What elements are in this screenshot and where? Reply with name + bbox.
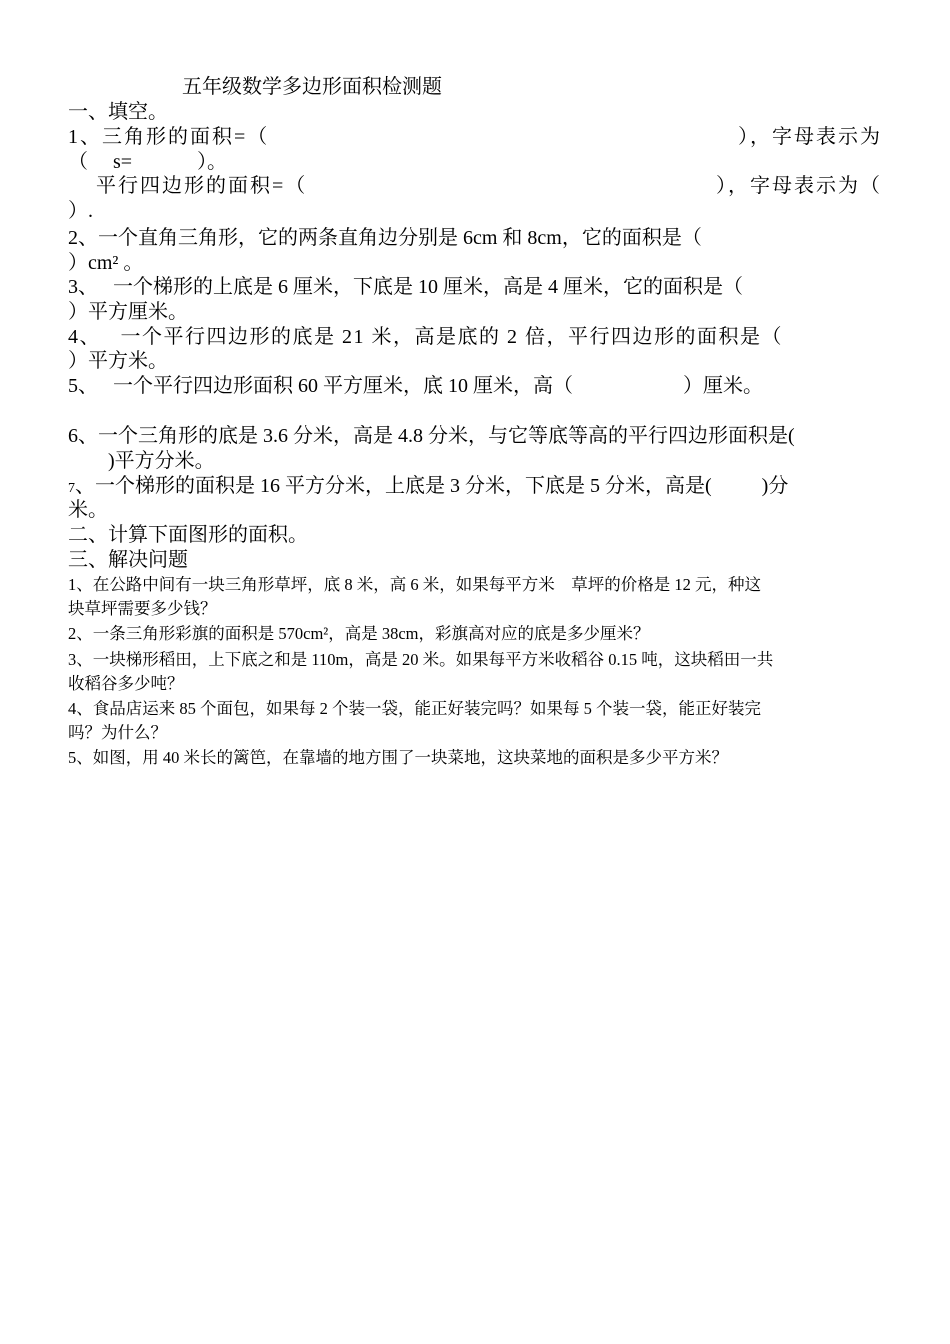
q1-c-right: ），字母表示为（: [716, 175, 882, 197]
p3-line-a: 3、一块梯形稻田，上下底之和是 110m，高是 20 米。如果每平方米收稻谷 0.15 吨，这块稻田一共: [68, 650, 774, 669]
q7-line-a: [68, 474, 882, 501]
q7-number: 7: [68, 481, 75, 496]
p1-line-a: 1、在公路中间有一块三角形草坪，底 8 米，高 6 米，如果每平方米 草坪的价格是 12 元，种这: [68, 575, 761, 594]
p1-line-b: 块草坪需要多少钱？: [68, 599, 217, 618]
q4-line-a: 4、 一个平行四边形的底是 21 米，高是底的 2 倍，平行四边形的面积是（: [68, 326, 783, 348]
q1-c-left: 平行四边形的面积=（: [68, 175, 308, 197]
q1-a-right: ），字母表示为: [738, 126, 882, 148]
q1-line-d: ）.: [68, 200, 93, 222]
q6-line-b: )平方分米。: [68, 450, 215, 472]
q1-line-a: [68, 125, 882, 149]
q1-line-c: [68, 174, 882, 198]
q2-line-b: ）cm² 。: [68, 252, 144, 274]
q7-line-b: 米。: [68, 499, 108, 521]
q3-line-b: ）平方厘米。: [68, 301, 188, 323]
p3-line-b: 收稻谷多少吨？: [68, 674, 184, 693]
section2-heading: 二、计算下面图形的面积。: [68, 524, 308, 546]
p4-line-a: 4、食品店运来 85 个面包，如果每 2 个装一袋，能正好装完吗？如果每 5 个装一袋，能正好装完: [68, 699, 761, 718]
q3-line-a: 3、 一个梯形的上底是 6 厘米，下底是 10 厘米，高是 4 厘米，它的面积是（: [68, 276, 743, 298]
q1-line-b: （ s= ）。: [68, 151, 228, 173]
q2-line-a: 2、一个直角三角形，它的两条直角边分别是 6cm 和 8cm，它的面积是（: [68, 227, 702, 249]
p4-line-b: 吗？为什么？: [68, 723, 167, 742]
q7-a-text: 、一个梯形的面积是 16 平方分米，上底是 3 分米，下底是 5 分米，高是( )分: [75, 475, 789, 497]
p2-line: 2、一条三角形彩旗的面积是 570cm²，高是 38cm，彩旗高对应的底是多少厘米？: [68, 624, 650, 643]
q4-line-b: ）平方米。: [68, 350, 168, 372]
p5-line: 5、如图，用 40 米长的篱笆，在靠墙的地方围了一块菜地，这块菜地的面积是多少平方米？: [68, 748, 728, 767]
q5-line: 5、 一个平行四边形面积 60 平方厘米，底 10 厘米，高（ ）厘米。: [68, 375, 763, 397]
section3-heading: 三、解决问题: [68, 549, 188, 571]
q6-line-a: 6、一个三角形的底是 3.6 分米，高是 4.8 分米，与它等底等高的平行四边形面积是(: [68, 425, 795, 447]
q1-a-left: 1、三角形的面积=（: [68, 126, 270, 148]
page-title: 五年级数学多边形面积检测题: [182, 76, 442, 98]
section1-heading: 一、填空。: [68, 101, 168, 123]
